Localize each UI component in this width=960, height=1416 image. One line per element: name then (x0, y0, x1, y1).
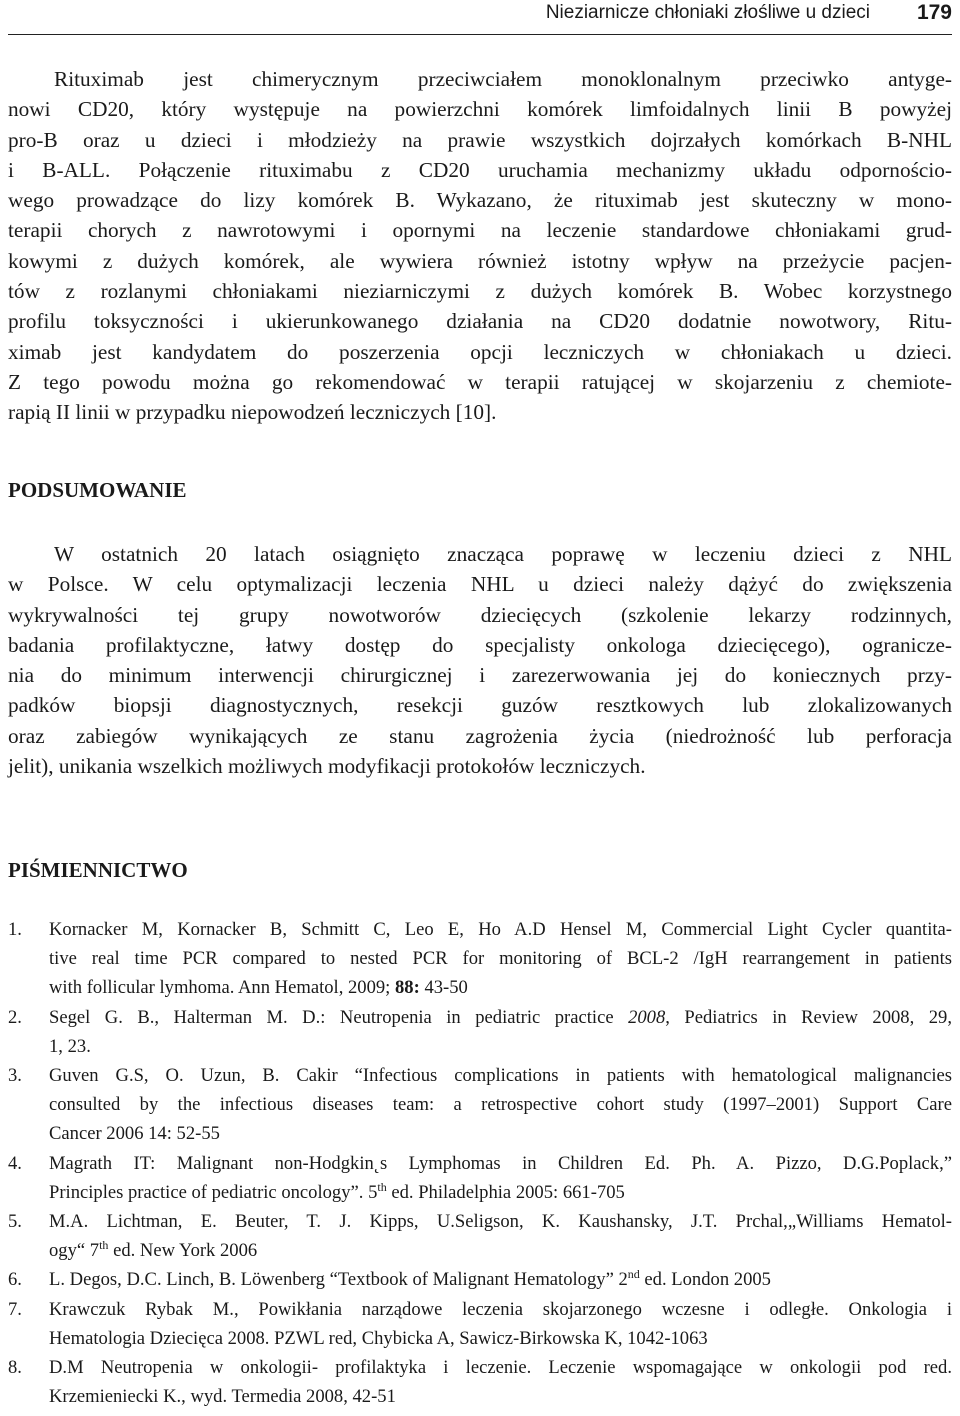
reference-number: 6. (8, 1269, 22, 1291)
text-line: oraz zabiegów wynikających ze stanu zagrożenia życia (niedrożność lub perforacja (8, 723, 952, 748)
reference-line: Magrath IT: Malignant non-Hodgkin˛s Lymphomas in Children Ed. Ph. A. Pizzo, D.G.Poplack,” (49, 1152, 952, 1174)
reference-item (8, 1353, 952, 1411)
text-line: Z tego powodu można go rekomendować w terapii ratującej w skojarzeniu z chemiote- (8, 369, 952, 394)
paragraph-rituximab (8, 64, 952, 428)
summary-heading: PODSUMOWANIE (8, 478, 187, 502)
reference-line: consulted by the infectious diseases team: a retrospective cohort study (1997–2001) Support Care (49, 1094, 952, 1116)
superscript: th (99, 1238, 109, 1253)
reference-number: 5. (8, 1211, 22, 1233)
paragraph-summary (8, 539, 952, 781)
text-line: nowi CD20, który występuje na powierzchni komórek limfoidalnych linii B powyżej (8, 97, 952, 122)
volume-bold: 88: (395, 977, 420, 999)
year-italic: 2008 (628, 1006, 666, 1028)
reference-item (8, 915, 952, 1003)
text-line: rapią II linii w przypadku niepowodzeń leczniczych [10]. (8, 400, 497, 425)
text-line: W ostatnich 20 latach osiągnięto znacząca poprawę w leczeniu dzieci z NHL (54, 542, 952, 566)
reference-number: 7. (8, 1298, 22, 1320)
reference-line: Krawczuk Rybak M., Powikłania narządowe leczenia skojarzonego wczesne i odległe. Onkologia i (49, 1298, 952, 1320)
reference-number: 4. (8, 1152, 22, 1174)
reference-line: D.M Neutropenia w onkologii- profilaktyka i leczenie. Leczenie wspomagające w onkologii pod red. (49, 1357, 952, 1379)
reference-item (8, 1149, 952, 1207)
running-title: Nieziarnicze chłoniaki złośliwe u dzieci (545, 2, 870, 23)
reference-item (8, 1003, 952, 1061)
reference-number: 2. (8, 1006, 22, 1028)
reference-line: L. Degos, D.C. Linch, B. Löwenberg “Textbook of Malignant Hematology” 2nd ed. London 2005 (49, 1267, 771, 1291)
text-line: terapii chorych z nawrotowymi i opornymi na leczenie standardowe chłoniakami grud- (8, 218, 952, 243)
text-line: profilu toksyczności i ukierunkowanego działania na CD20 dodatnie nowotwory, Ritu- (8, 309, 952, 334)
reference-item (8, 1295, 952, 1353)
reference-list (8, 915, 952, 1411)
header-rule (8, 34, 952, 35)
reference-item (8, 1061, 952, 1149)
reference-number: 8. (8, 1357, 22, 1379)
reference-item (8, 1207, 952, 1265)
text-line: padków biopsji diagnostycznych, resekcji guzów resztkowych lub zlokalizowanych (8, 693, 952, 718)
text-line: i B-ALL. Połączenie rituximabu z CD20 uruchamia mechanizmy układu odpornościo- (8, 157, 952, 182)
text-line: wykrywalności tej grupy nowotworów dziecięcych (szkolenie lekarzy rodzinnych, (8, 602, 952, 627)
text-line: nia do minimum interwencji chirurgicznej i zarezerwowania jej do koniecznych przy- (8, 663, 952, 688)
superscript: th (377, 1179, 387, 1194)
text-line: ximab jest kandydatem do poszerzenia opcji leczniczych w chłoniakach u dzieci. (8, 339, 952, 364)
text-line: Rituximab jest chimerycznym przeciwciałem monoklonalnym przeciwko antyge- (54, 67, 952, 91)
text-line: w Polsce. W celu optymalizacji leczenia NHL u dzieci należy dążyć do zwiększenia (8, 572, 952, 597)
reference-number: 3. (8, 1065, 22, 1087)
reference-line: 1, 23. (49, 1035, 91, 1057)
page-header (8, 0, 952, 36)
reference-line: Cancer 2006 14: 52-55 (49, 1123, 220, 1145)
references-heading: PIŚMIENNICTWO (8, 858, 188, 882)
text-line: jelit), unikania wszelkich możliwych modyfikacji protokołów leczniczych. (8, 754, 646, 779)
text-line: kowymi z dużych komórek, ale wywiera również istotny wpływ na przeżycie pacjen- (8, 248, 952, 273)
reference-item (8, 1265, 952, 1294)
superscript: nd (627, 1267, 640, 1282)
reference-line: Segel G. B., Halterman M. D.: Neutropenia in pediatric practice 2008, Pediatrics in Review 2008, 29, (49, 1006, 952, 1028)
text-line: pro-B oraz u dzieci i młodzieży na prawie wszystkich dojrzałych komórkach B-NHL (8, 127, 952, 152)
text-line: tów z rozlanymi chłoniakami nieziarniczymi z dużych komórek B. Wobec korzystnego (8, 279, 952, 304)
reference-number: 1. (8, 919, 22, 940)
reference-line: M.A. Lichtman, E. Beuter, T. J. Kipps, U.Seligson, K. Kaushansky, J.T. Prchal,„Williams Hematol- (49, 1211, 952, 1233)
text-line: badania profilaktyczne, łatwy dostęp do specjalisty onkologa dziecięcego), ograniczе- (8, 632, 952, 657)
reference-line: with follicular lymhoma. Ann Hematol, 2009; 88: 43-50 (49, 977, 468, 999)
reference-line: Krzemieniecki K., wyd. Termedia 2008, 42-51 (49, 1386, 396, 1408)
reference-line: Guven G.S, O. Uzun, B. Cakir “Infectious complications in patients with hematological malignancies (49, 1065, 952, 1087)
reference-line: Kornacker M, Kornacker B, Schmitt C, Leo E, Ho A.D Hensel M, Commercial Light Cycler quantita- (49, 919, 952, 940)
reference-line: tive real time PCR compared to nested PCR for monitoring of BCL-2 /IgH rearrangement in patients (49, 948, 952, 970)
reference-line: ogy“ 7th ed. New York 2006 (49, 1238, 258, 1262)
reference-line: Principles practice of pediatric oncology”. 5th ed. Philadelphia 2005: 661-705 (49, 1179, 625, 1203)
page-number: 179 (916, 1, 952, 24)
text-line: wego prowadzące do lizy komórek B. Wykazano, że rituximab jest skuteczny w mono- (8, 188, 952, 213)
reference-line: Hematologia Dziecięca 2008. PZWL red, Chybicka A, Sawicz-Birkowska K, 1042-1063 (49, 1327, 708, 1349)
